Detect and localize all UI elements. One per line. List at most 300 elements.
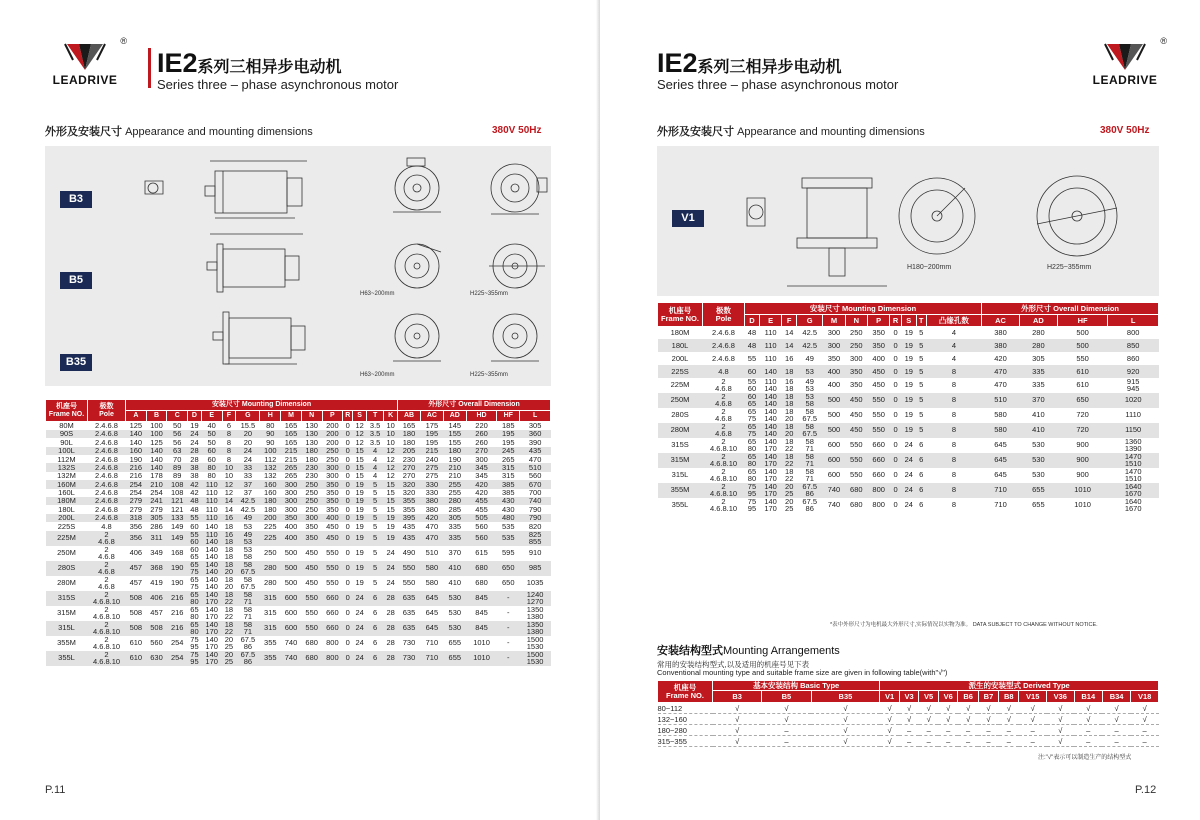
arr-row bbox=[658, 703, 1159, 714]
table-cell: 130 bbox=[301, 422, 322, 430]
arr-cell: √ bbox=[999, 714, 1019, 725]
arr-cell: √ bbox=[978, 703, 998, 714]
table-cell: 70 bbox=[167, 455, 188, 463]
arr-cell: √ bbox=[938, 714, 958, 725]
table-cell: 2.4.6.8 bbox=[703, 352, 745, 365]
table-cell: 19 bbox=[353, 489, 367, 497]
table-cell: 350 bbox=[281, 514, 302, 522]
table-cell: 530 bbox=[443, 606, 466, 621]
arr-cell: 80~112 bbox=[658, 703, 713, 714]
table-cell: 450 bbox=[845, 393, 867, 408]
table-cell: 355M bbox=[658, 483, 703, 498]
table-cell: 19 bbox=[353, 546, 367, 561]
table-cell: 130 bbox=[301, 430, 322, 438]
table-cell: 550 bbox=[845, 453, 867, 468]
table-cell: 580 bbox=[420, 561, 443, 576]
table-cell: 270 bbox=[466, 447, 497, 455]
table-cell: 550 bbox=[398, 576, 421, 591]
arr-cell: √ bbox=[811, 703, 880, 714]
table-cell: 0 bbox=[343, 480, 353, 488]
left-th-col-2: C bbox=[167, 411, 188, 422]
table-cell: 4 bbox=[926, 339, 981, 352]
table-cell: 24 bbox=[901, 438, 916, 453]
table-cell: 660 bbox=[867, 438, 889, 453]
table-cell: 455 bbox=[466, 497, 497, 505]
table-cell: 2.4.6.8 bbox=[703, 327, 745, 340]
left-th-col-15: AB bbox=[398, 411, 421, 422]
table-cell: 216 bbox=[126, 463, 147, 471]
table-cell: 75 95 bbox=[188, 651, 202, 666]
table-cell: 210 bbox=[146, 480, 167, 488]
table-cell: 660 bbox=[322, 621, 343, 636]
table-cell: 6 bbox=[367, 636, 384, 651]
table-cell: 1350 1380 bbox=[520, 621, 551, 636]
table-cell: 65 80 bbox=[745, 453, 760, 468]
arr-cell: – bbox=[999, 736, 1019, 747]
section-heading-en: Appearance and mounting dimensions bbox=[125, 126, 313, 138]
table-cell: 18 22 bbox=[222, 591, 236, 606]
table-cell: 42 bbox=[188, 480, 202, 488]
table-cell: 15 bbox=[353, 447, 367, 455]
table-cell: 110 140 bbox=[201, 531, 222, 546]
table-cell: 550 bbox=[398, 561, 421, 576]
arr-cell: – bbox=[1019, 736, 1047, 747]
table-cell: 140 140 bbox=[759, 393, 781, 408]
table-cell: 140 140 bbox=[201, 546, 222, 561]
table-cell: 430 bbox=[497, 497, 520, 505]
table-cell: 18 18 bbox=[222, 546, 236, 561]
arr-cell: – bbox=[978, 736, 998, 747]
table-cell: 0 bbox=[890, 423, 901, 438]
table-cell: 355 bbox=[398, 505, 421, 513]
arr-cell: – bbox=[978, 725, 998, 736]
table-cell: 24 bbox=[188, 430, 202, 438]
arr-th-derived-0: V1 bbox=[880, 690, 900, 702]
caption-b35-large: H225~355mm bbox=[470, 372, 508, 378]
table-cell: 108 bbox=[167, 489, 188, 497]
table-cell: 19 bbox=[353, 561, 367, 576]
arr-cell: – bbox=[938, 736, 958, 747]
table-cell: 140 bbox=[759, 365, 781, 378]
table-cell: 720 bbox=[1057, 423, 1108, 438]
table-cell: 155 bbox=[443, 430, 466, 438]
table-cell: 2.4.6.8 bbox=[88, 514, 126, 522]
table-cell: 5 bbox=[916, 365, 926, 378]
table-cell: 5 bbox=[367, 514, 384, 522]
arr-th-derived-1: V3 bbox=[899, 690, 919, 702]
table-cell: 216 bbox=[167, 591, 188, 606]
th-mounting: 安装尺寸 Mounting Dimension bbox=[126, 400, 398, 411]
table-cell: 225M bbox=[658, 378, 703, 393]
table-cell: 355L bbox=[46, 651, 88, 666]
table-cell: 670 bbox=[520, 480, 551, 488]
table-cell: 270 bbox=[398, 463, 421, 471]
table-cell: 0 bbox=[343, 489, 353, 497]
table-cell: 420 bbox=[982, 352, 1020, 365]
table-cell: 65 75 bbox=[745, 423, 760, 438]
v1-drawings bbox=[657, 146, 1159, 296]
table-cell: 24 bbox=[384, 561, 398, 576]
table-row bbox=[46, 621, 551, 636]
table-cell: 225 bbox=[260, 531, 281, 546]
arr-th-derived-5: B7 bbox=[978, 690, 998, 702]
table-cell: 42 bbox=[188, 489, 202, 497]
table-cell: 600 bbox=[823, 453, 845, 468]
left-th-col-12: S bbox=[353, 411, 367, 422]
table-row bbox=[658, 327, 1159, 340]
table-cell: 18 22 bbox=[782, 438, 797, 453]
table-cell: 2.4.6.8 bbox=[88, 489, 126, 497]
table-cell: 14 bbox=[782, 339, 797, 352]
table-cell: 845 bbox=[466, 591, 497, 606]
table-cell: 350 bbox=[845, 378, 867, 393]
table-cell: 132 bbox=[260, 472, 281, 480]
table-row bbox=[658, 438, 1159, 453]
table-cell: 6 bbox=[916, 438, 926, 453]
table-row bbox=[658, 339, 1159, 352]
table-cell: 300 bbox=[466, 455, 497, 463]
table-cell: 400 bbox=[281, 522, 302, 530]
table-cell: - bbox=[497, 606, 520, 621]
table-cell: 140 170 bbox=[201, 621, 222, 636]
table-cell: 24 bbox=[236, 447, 260, 455]
table-cell: 18 22 bbox=[782, 468, 797, 483]
table-cell: 1110 bbox=[1108, 408, 1159, 423]
table-cell: 33 bbox=[236, 472, 260, 480]
table-cell: 12 bbox=[384, 463, 398, 471]
table-cell: 250M bbox=[46, 546, 88, 561]
table-cell: 335 bbox=[1019, 378, 1057, 393]
th-overall: 外形尺寸 Overall Dimension bbox=[398, 400, 551, 411]
left-th-col-4: E bbox=[201, 411, 222, 422]
table-cell: 110 140 bbox=[759, 378, 781, 393]
table-cell: 660 bbox=[867, 453, 889, 468]
arr-cell: √ bbox=[762, 714, 811, 725]
table-cell: 0 bbox=[343, 561, 353, 576]
table-cell: 470 bbox=[520, 455, 551, 463]
table-cell: 985 bbox=[520, 561, 551, 576]
table-cell: 450 bbox=[845, 408, 867, 423]
table-cell: 10 bbox=[384, 438, 398, 446]
table-cell: 216 bbox=[167, 621, 188, 636]
right-th-col-5: N bbox=[845, 315, 867, 327]
table-cell: 215 bbox=[281, 455, 302, 463]
left-th-col-17: AD bbox=[443, 411, 466, 422]
table-cell: 508 bbox=[126, 621, 147, 636]
table-cell: 19 bbox=[384, 514, 398, 522]
table-cell: 315 bbox=[497, 463, 520, 471]
table-cell: 254 bbox=[126, 489, 147, 497]
table-cell: 2 4.6.8.10 bbox=[703, 483, 745, 498]
table-cell: 530 bbox=[443, 591, 466, 606]
table-cell: 55 60 bbox=[188, 531, 202, 546]
table-cell: 5 bbox=[367, 505, 384, 513]
table-cell: 508 bbox=[126, 606, 147, 621]
table-cell: 20 bbox=[236, 430, 260, 438]
right-th-col-1: E bbox=[759, 315, 781, 327]
table-cell: 60 bbox=[745, 365, 760, 378]
caption-v1-large: H225~355mm bbox=[1047, 264, 1092, 271]
table-cell: 230 bbox=[301, 463, 322, 471]
arr-cell: – bbox=[1019, 725, 1047, 736]
table-cell: 5 bbox=[367, 576, 384, 591]
table-cell: 53 58 bbox=[797, 393, 823, 408]
arr-cell: – bbox=[1074, 736, 1102, 747]
table-cell: 19 bbox=[188, 422, 202, 430]
table-cell: 8 bbox=[926, 408, 981, 423]
table-cell: 510 bbox=[982, 393, 1020, 408]
arr-cell: √ bbox=[1102, 703, 1130, 714]
arr-cell: √ bbox=[1102, 714, 1130, 725]
table-cell: 8 bbox=[926, 378, 981, 393]
table-cell: 280 bbox=[1019, 327, 1057, 340]
table-cell: 2 4.6.8 bbox=[88, 546, 126, 561]
table-cell: 435 bbox=[520, 447, 551, 455]
table-cell: 510 bbox=[420, 546, 443, 561]
table-cell: 1350 1380 bbox=[520, 606, 551, 621]
left-th-col-10: P bbox=[322, 411, 343, 422]
table-cell: 680 bbox=[845, 483, 867, 498]
table-cell: 300 bbox=[301, 514, 322, 522]
arr-row bbox=[658, 736, 1159, 747]
table-cell: 6 bbox=[916, 483, 926, 498]
table-cell: 740 bbox=[520, 497, 551, 505]
arr-cell: √ bbox=[1019, 703, 1047, 714]
arr-cell: √ bbox=[1074, 714, 1102, 725]
table-row bbox=[46, 651, 551, 666]
arr-cell: – bbox=[1074, 725, 1102, 736]
table-cell: 100L bbox=[46, 447, 88, 455]
arr-th-basic-1: B5 bbox=[762, 690, 811, 702]
table-cell: 2 4.6.8.10 bbox=[88, 606, 126, 621]
table-cell: 710 bbox=[982, 498, 1020, 513]
table-cell: 730 bbox=[398, 651, 421, 666]
table-cell: 67.5 86 bbox=[797, 498, 823, 513]
voltage-label: 380V 50Hz bbox=[492, 125, 542, 136]
arr-cell: √ bbox=[811, 714, 880, 725]
table-cell: 6 bbox=[916, 453, 926, 468]
arrangements-line-cn: 常用的安装结构型式,以及适用的机座号见下表 bbox=[657, 660, 810, 669]
table-cell: 100 bbox=[146, 430, 167, 438]
table-cell: 595 bbox=[497, 546, 520, 561]
table-cell: 28 bbox=[384, 636, 398, 651]
table-cell: 655 bbox=[1019, 483, 1057, 498]
table-cell: 8 bbox=[222, 455, 236, 463]
table-cell: 60 65 bbox=[188, 546, 202, 561]
table-cell: 335 bbox=[443, 522, 466, 530]
section-heading-cn-right: 外形及安装尺寸 bbox=[657, 126, 734, 138]
table-cell: 0 bbox=[890, 483, 901, 498]
table-cell: 58 67.5 bbox=[797, 408, 823, 423]
arr-th-derived-4: B6 bbox=[958, 690, 978, 702]
table-row bbox=[658, 453, 1159, 468]
table-cell: 8 bbox=[926, 393, 981, 408]
table-cell: 65 75 bbox=[188, 576, 202, 591]
table-cell: 19 bbox=[353, 576, 367, 591]
arr-cell: – bbox=[938, 725, 958, 736]
table-cell: 185 bbox=[497, 422, 520, 430]
table-row bbox=[658, 408, 1159, 423]
right-th-col-12: AD bbox=[1019, 315, 1057, 327]
table-cell: 40 bbox=[201, 422, 222, 430]
arr-cell: √ bbox=[899, 703, 919, 714]
table-cell: 0 bbox=[890, 327, 901, 340]
table-cell: 335 bbox=[443, 531, 466, 546]
registered-mark-right: ® bbox=[1160, 36, 1167, 46]
table-cell: 615 bbox=[466, 546, 497, 561]
table-cell: 195 bbox=[497, 430, 520, 438]
table-cell: 48 bbox=[188, 505, 202, 513]
table-cell: 250 bbox=[322, 447, 343, 455]
table-cell: 508 bbox=[126, 591, 147, 606]
table-cell: 14 bbox=[222, 497, 236, 505]
table-cell: 1470 1510 bbox=[1108, 468, 1159, 483]
table-cell: 0 bbox=[343, 621, 353, 636]
arr-cell: √ bbox=[919, 703, 939, 714]
table-cell: 220 bbox=[466, 422, 497, 430]
arr-cell: √ bbox=[811, 736, 880, 747]
table-cell: 75 95 bbox=[745, 498, 760, 513]
table-cell: 19 bbox=[901, 393, 916, 408]
table-cell: 24 bbox=[353, 606, 367, 621]
table-cell: 356 bbox=[126, 522, 147, 530]
table-cell: 140 170 bbox=[201, 651, 222, 666]
table-cell: 265 bbox=[281, 472, 302, 480]
table-cell: 380 bbox=[982, 339, 1020, 352]
table-cell: 10 bbox=[222, 463, 236, 471]
th-pole-right: 极数 Pole bbox=[703, 303, 745, 327]
arr-cell: √ bbox=[1047, 725, 1075, 736]
arrangements-heading bbox=[657, 642, 840, 658]
arr-cell: 315~355 bbox=[658, 736, 713, 747]
table-cell: 0 bbox=[890, 408, 901, 423]
table-cell: - bbox=[497, 651, 520, 666]
table-cell: 2 4.6.8.10 bbox=[703, 468, 745, 483]
table-cell: 300 bbox=[823, 339, 845, 352]
table-cell: - bbox=[497, 636, 520, 651]
table-cell: 110 bbox=[759, 327, 781, 340]
table-row bbox=[658, 365, 1159, 378]
table-cell: 335 bbox=[1019, 365, 1057, 378]
table-cell: 600 bbox=[823, 438, 845, 453]
table-cell: 435 bbox=[398, 522, 421, 530]
table-cell: 18 bbox=[222, 522, 236, 530]
table-cell: 350 bbox=[322, 505, 343, 513]
table-cell: 18 22 bbox=[222, 606, 236, 621]
table-cell: 254 bbox=[167, 651, 188, 666]
table-cell: 24 bbox=[188, 438, 202, 446]
table-cell: 15.5 bbox=[236, 422, 260, 430]
left-th-col-9: N bbox=[301, 411, 322, 422]
table-cell: 4 bbox=[367, 447, 384, 455]
table-row bbox=[46, 447, 551, 455]
table-cell: 16 18 bbox=[222, 531, 236, 546]
table-cell: 315S bbox=[658, 438, 703, 453]
left-th-col-0: A bbox=[126, 411, 147, 422]
table-cell: 200L bbox=[46, 514, 88, 522]
table-cell: 8 bbox=[926, 365, 981, 378]
table-cell: 15 bbox=[384, 480, 398, 488]
table-cell: 470 bbox=[420, 522, 443, 530]
table-cell: 180 bbox=[260, 505, 281, 513]
table-cell: 254 bbox=[146, 489, 167, 497]
table-cell: 2.4.6.8 bbox=[88, 497, 126, 505]
table-cell: 280 bbox=[443, 497, 466, 505]
table-cell: 380 bbox=[420, 505, 443, 513]
table-cell: 300 bbox=[281, 497, 302, 505]
arr-cell: √ bbox=[762, 703, 811, 714]
table-cell: 145 bbox=[443, 422, 466, 430]
table-cell: 58 67.5 bbox=[797, 423, 823, 438]
arr-cell: – bbox=[919, 736, 939, 747]
left-th-col-13: T bbox=[367, 411, 384, 422]
arr-cell: – bbox=[999, 725, 1019, 736]
table-cell: 12 bbox=[353, 430, 367, 438]
table-cell: 3.5 bbox=[367, 438, 384, 446]
table-cell: 55 bbox=[745, 352, 760, 365]
table-cell: 1010 bbox=[466, 636, 497, 651]
table-cell: 560 bbox=[146, 636, 167, 651]
table-cell: 790 bbox=[520, 514, 551, 522]
brand-name-right: LEADRIVE bbox=[1092, 73, 1158, 87]
table-cell: 2 4.6.8 bbox=[703, 408, 745, 423]
table-cell: 355L bbox=[658, 498, 703, 513]
section-heading-cn: 外形及安装尺寸 bbox=[45, 126, 122, 138]
table-cell: 450 bbox=[301, 561, 322, 576]
table-cell: 1010 bbox=[1057, 483, 1108, 498]
table-cell: 2.4.6.8 bbox=[88, 505, 126, 513]
table-cell: 790 bbox=[520, 505, 551, 513]
table-cell: 800 bbox=[1108, 327, 1159, 340]
table-cell: 530 bbox=[1019, 453, 1057, 468]
table-cell: 180 bbox=[398, 438, 421, 446]
table-cell: 5 bbox=[367, 480, 384, 488]
table-cell: 680 bbox=[301, 651, 322, 666]
table-cell: 450 bbox=[867, 378, 889, 393]
table-cell: 240 bbox=[420, 455, 443, 463]
table-cell: 230 bbox=[398, 455, 421, 463]
caption-b35-small: H63~200mm bbox=[360, 372, 395, 378]
left-th-col-11: R bbox=[343, 411, 353, 422]
table-cell: 19 bbox=[353, 505, 367, 513]
table-cell: 133 bbox=[167, 514, 188, 522]
table-cell: 530 bbox=[443, 621, 466, 636]
table-cell: 110 bbox=[201, 497, 222, 505]
table-cell: 155 bbox=[443, 438, 466, 446]
table-cell: 15 bbox=[353, 472, 367, 480]
table-cell: 450 bbox=[301, 576, 322, 591]
arr-cell: √ bbox=[899, 714, 919, 725]
arr-th-derived-3: V6 bbox=[938, 690, 958, 702]
arrangements-table bbox=[657, 680, 1159, 747]
table-cell: 270 bbox=[398, 472, 421, 480]
table-cell: 19 bbox=[901, 378, 916, 393]
table-cell: 241 bbox=[146, 497, 167, 505]
table-cell: 215 bbox=[281, 447, 302, 455]
table-cell: 660 bbox=[867, 468, 889, 483]
table-cell: 1010 bbox=[1057, 498, 1108, 513]
table-cell: 89 bbox=[167, 472, 188, 480]
table-cell: 315 bbox=[260, 606, 281, 621]
section-heading bbox=[45, 123, 313, 139]
table-cell: 160 bbox=[260, 489, 281, 497]
table-cell: 24 bbox=[901, 453, 916, 468]
table-cell: 132S bbox=[46, 463, 88, 471]
table-cell: 205 bbox=[398, 447, 421, 455]
table-cell: 55 60 bbox=[745, 378, 760, 393]
table-cell: 149 bbox=[167, 531, 188, 546]
table-cell: 0 bbox=[890, 498, 901, 513]
